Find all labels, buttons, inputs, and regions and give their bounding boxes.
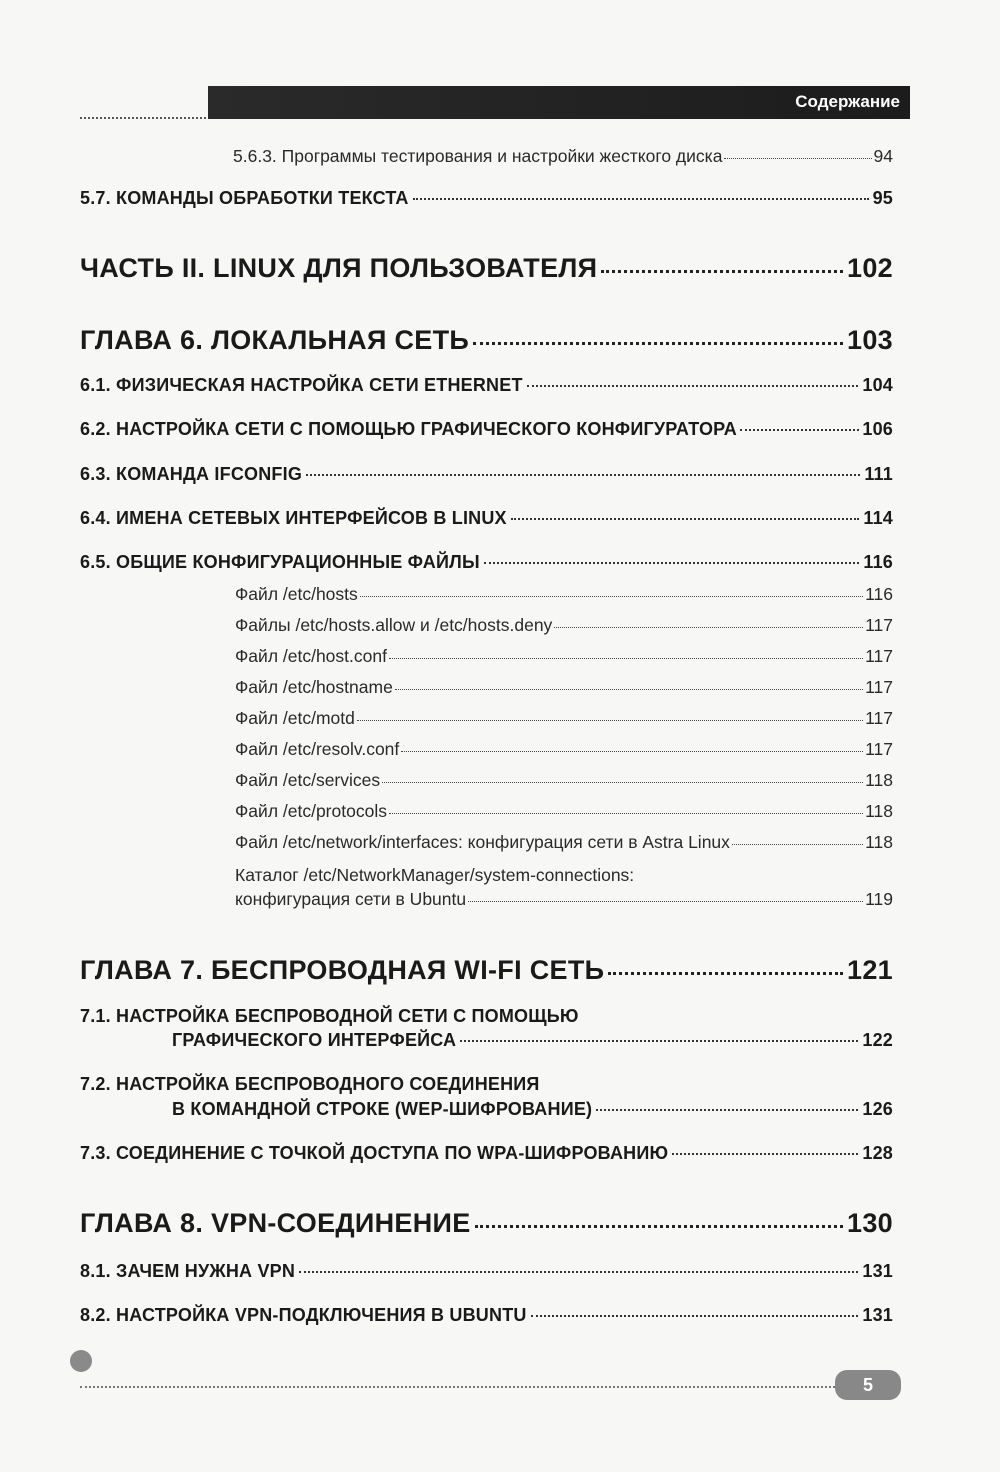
toc-page-number: 117 <box>865 739 893 759</box>
toc-entry-motd[interactable] <box>235 708 893 729</box>
toc-leader <box>601 270 843 273</box>
toc-entry-title: ГЛАВА 7. БЕСПРОВОДНАЯ WI-FI СЕТЬ <box>80 955 605 985</box>
toc-page-number: 128 <box>862 1143 893 1163</box>
toc-leader <box>468 901 863 902</box>
toc-leader <box>357 720 863 721</box>
toc-leader <box>473 342 843 345</box>
toc-leader <box>608 972 843 975</box>
toc-entry-5-7[interactable] <box>80 188 893 209</box>
toc-entry-title: Файл /etc/motd <box>235 708 355 728</box>
toc-page-number: 126 <box>862 1099 893 1119</box>
toc-page-number: 122 <box>862 1030 893 1050</box>
toc-page-number: 118 <box>865 832 893 852</box>
toc-page-number: 116 <box>863 552 893 572</box>
toc-entry-6-1[interactable] <box>80 375 893 396</box>
toc-leader <box>724 158 871 159</box>
toc-leader <box>554 627 863 628</box>
toc-page-number: 118 <box>865 801 893 821</box>
toc-entry-title: Файл /etc/host.conf <box>235 646 387 666</box>
toc-entry-title: 7.3. СОЕДИНЕНИЕ С ТОЧКОЙ ДОСТУПА ПО WPA-ШИФРОВАНИЮ <box>80 1143 669 1163</box>
toc-entry-7-2[interactable] <box>172 1099 893 1120</box>
toc-entry-title: 6.5. ОБЩИЕ КОНФИГУРАЦИОННЫЕ ФАЙЛЫ <box>80 552 480 572</box>
toc-page-number: 94 <box>873 146 893 166</box>
toc-entry-interfaces[interactable] <box>235 832 893 853</box>
toc-page-number: 95 <box>872 188 893 208</box>
toc-entry-6-5[interactable] <box>80 552 893 573</box>
toc-entry-title: 5.6.3. Программы тестирования и настройки жесткого диска <box>233 146 723 166</box>
toc-page-number: 117 <box>865 615 893 635</box>
page-number: 5 <box>862 1374 873 1395</box>
toc-page-number: 117 <box>865 708 893 728</box>
toc-page-number: 103 <box>847 325 893 355</box>
toc-page-number: 116 <box>865 584 893 604</box>
toc-chapter-6[interactable] <box>80 325 893 356</box>
toc-leader <box>382 782 863 783</box>
toc-entry-resolv-conf[interactable] <box>235 739 893 760</box>
toc-leader <box>360 596 863 597</box>
toc-page-number: 121 <box>847 955 893 985</box>
toc-page-number: 114 <box>863 508 893 528</box>
toc-entry-title: 8.2. НАСТРОЙКА VPN-ПОДКЛЮЧЕНИЯ В UBUNTU <box>80 1305 527 1325</box>
toc-chapter-8[interactable] <box>80 1208 893 1239</box>
toc-leader <box>389 813 863 814</box>
toc-page-number: 118 <box>865 770 893 790</box>
toc-entry-title: 6.3. КОМАНДА IFCONFIG <box>80 464 303 484</box>
toc-entry-title: Файл /etc/hosts <box>235 584 358 604</box>
toc-entry-7-1-line1: 7.1. НАСТРОЙКА БЕСПРОВОДНОЙ СЕТИ С ПОМОЩЬЮ <box>80 1006 579 1026</box>
toc-entry-7-2-line1: 7.2. НАСТРОЙКА БЕСПРОВОДНОГО СОЕДИНЕНИЯ <box>80 1074 540 1094</box>
toc-page-number: 104 <box>862 375 893 395</box>
toc-page-number: 130 <box>847 1208 893 1238</box>
toc-page-number: 131 <box>862 1261 893 1281</box>
running-header-title: Содержание <box>795 92 900 111</box>
toc-entry-title: Файл /etc/services <box>235 770 381 790</box>
toc-entry-hosts-allow[interactable] <box>235 615 893 636</box>
toc-entry-5-6-3[interactable] <box>233 146 893 167</box>
toc-page-number: 106 <box>862 419 893 439</box>
toc-leader <box>672 1153 858 1155</box>
toc-leader <box>299 1271 858 1273</box>
toc-entry-8-1[interactable] <box>80 1261 893 1282</box>
page-number-badge <box>835 1370 901 1400</box>
toc-part-2[interactable] <box>80 253 893 284</box>
toc-entry-6-2[interactable] <box>80 419 893 440</box>
toc-leader <box>511 518 860 520</box>
toc-entry-host-conf[interactable] <box>235 646 893 667</box>
footer-dotted-rule <box>80 1386 835 1388</box>
toc-entry-title: 6.2. НАСТРОЙКА СЕТИ С ПОМОЩЬЮ ГРАФИЧЕСКОГО КОНФИГУРАТОРА <box>80 419 738 439</box>
toc-leader <box>527 385 859 387</box>
toc-entry-title: Файл /etc/resolv.conf <box>235 739 400 759</box>
toc-page-number: 111 <box>864 464 893 484</box>
toc-entry-title: ГЛАВА 6. ЛОКАЛЬНАЯ СЕТЬ <box>80 325 470 355</box>
toc-entry-title: 8.1. ЗАЧЕМ НУЖНА VPN <box>80 1261 296 1281</box>
footer-bullet-dot <box>70 1350 92 1372</box>
running-header-bar <box>208 86 910 119</box>
toc-page-number: 117 <box>865 677 893 697</box>
toc-leader <box>389 658 863 659</box>
toc-page-number: 117 <box>865 646 893 666</box>
toc-entry-7-3[interactable] <box>80 1143 893 1164</box>
toc-entry-nm-line1: Каталог /etc/NetworkManager/system-connections: <box>235 865 635 885</box>
toc-entry-etc-hosts[interactable] <box>235 584 893 605</box>
toc-leader <box>732 844 863 845</box>
toc-entry-title: 5.7. КОМАНДЫ ОБРАБОТКИ ТЕКСТА <box>80 188 409 208</box>
toc-entry-title: конфигурация сети в Ubuntu <box>235 889 467 909</box>
toc-entry-title: Файл /etc/hostname <box>235 677 393 697</box>
toc-leader <box>596 1109 858 1111</box>
toc-leader <box>531 1315 859 1317</box>
toc-entry-title: Файлы /etc/hosts.allow и /etc/hosts.deny <box>235 615 553 635</box>
toc-leader <box>484 562 860 564</box>
toc-entry-8-2[interactable] <box>80 1305 893 1326</box>
toc-entry-services[interactable] <box>235 770 893 791</box>
toc-leader <box>460 1040 858 1042</box>
toc-leader <box>413 198 869 200</box>
toc-entry-title: В КОМАНДНОЙ СТРОКЕ (WEP-ШИФРОВАНИЕ) <box>172 1099 593 1119</box>
toc-entry-7-1[interactable] <box>172 1030 893 1051</box>
toc-entry-protocols[interactable] <box>235 801 893 822</box>
toc-leader <box>740 429 859 431</box>
toc-leader <box>306 474 860 476</box>
toc-page-number: 102 <box>847 253 893 283</box>
toc-entry-title: ГЛАВА 8. VPN-СОЕДИНЕНИЕ <box>80 1208 471 1238</box>
toc-entry-title: ЧАСТЬ II. LINUX ДЛЯ ПОЛЬЗОВАТЕЛЯ <box>80 253 598 283</box>
toc-entry-title: 6.4. ИМЕНА СЕТЕВЫХ ИНТЕРФЕЙСОВ В LINUX <box>80 508 507 528</box>
toc-leader <box>475 1225 843 1228</box>
toc-leader <box>401 751 863 752</box>
toc-entry-6-3[interactable] <box>80 464 893 485</box>
toc-entry-6-4[interactable] <box>80 508 893 529</box>
toc-leader <box>395 689 863 690</box>
toc-entry-title: ГРАФИЧЕСКОГО ИНТЕРФЕЙСА <box>172 1030 457 1050</box>
toc-entry-title: Файл /etc/protocols <box>235 801 387 821</box>
toc-entry-hostname[interactable] <box>235 677 893 698</box>
toc-page-number: 119 <box>865 889 893 909</box>
toc-page-number: 131 <box>862 1305 893 1325</box>
header-dotted-rule <box>80 117 206 119</box>
toc-chapter-7[interactable] <box>80 955 893 986</box>
toc-entry-networkmanager[interactable] <box>235 889 893 910</box>
toc-entry-title: 6.1. ФИЗИЧЕСКАЯ НАСТРОЙКА СЕТИ ETHERNET <box>80 375 523 395</box>
toc-entry-title: Файл /etc/network/interfaces: конфигурация сети в Astra Linux <box>235 832 730 852</box>
